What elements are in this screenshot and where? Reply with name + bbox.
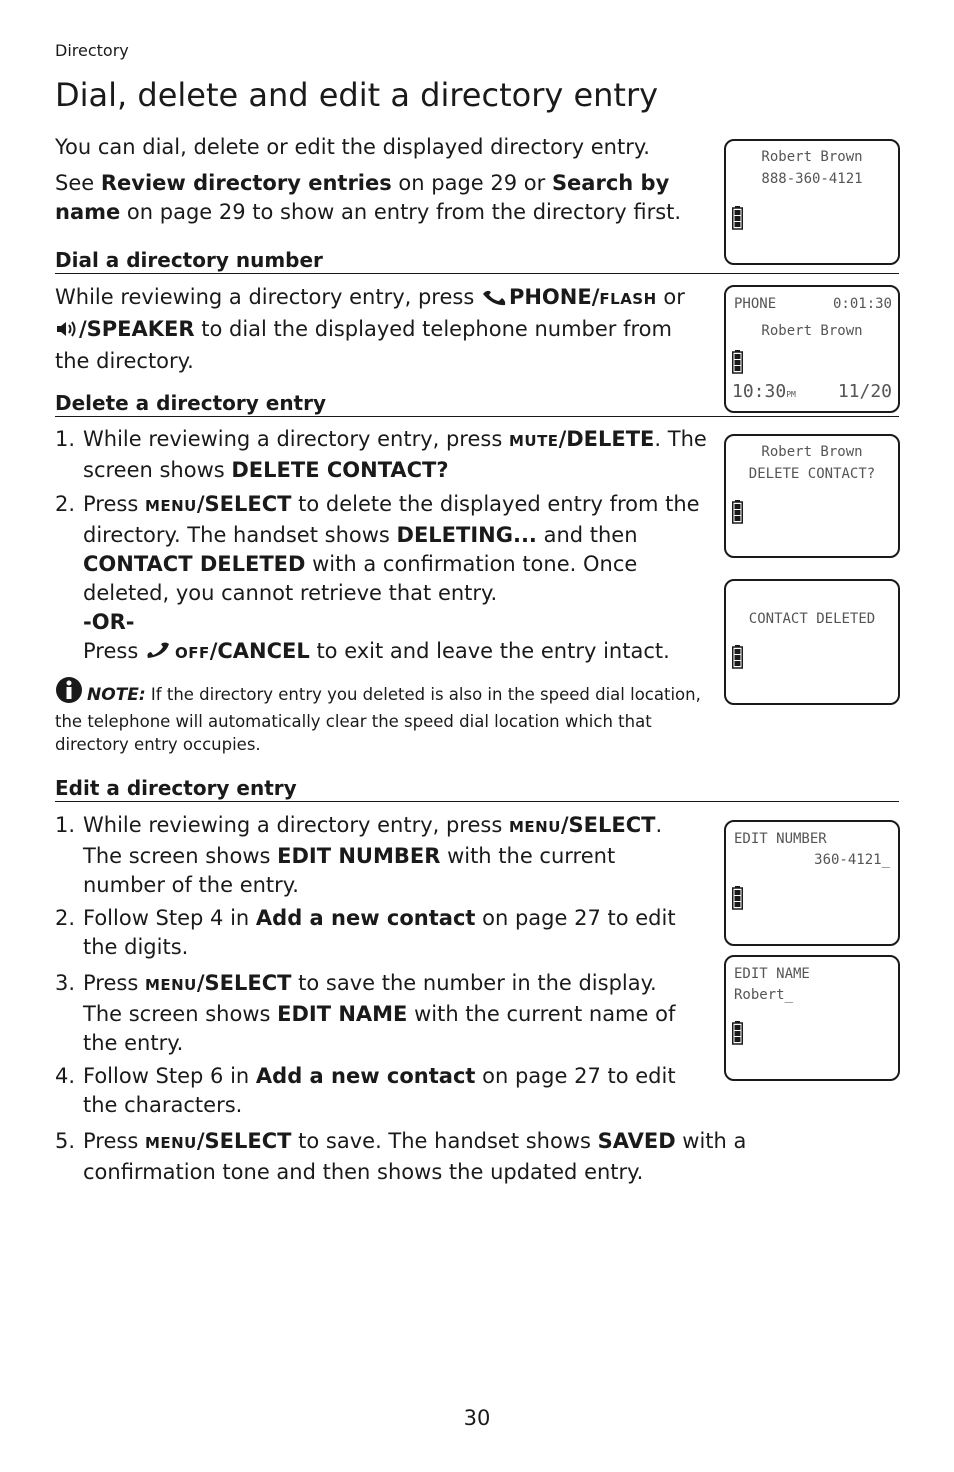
speaker-icon bbox=[55, 318, 79, 347]
intro-line: You can dial, delete or edit the displayed directory entry. bbox=[55, 135, 650, 159]
list-item: 3. Press MENU/SELECT to save the number in the display. The screen shows EDIT NAME with the current name of the entry. bbox=[55, 971, 676, 1055]
list-item: 2. Press MENU/SELECT to delete the displayed entry from the directory. The handset shows DELETING... and then CONTACT DELETED with a confirmation tone. Once deleted, you cannot retrieve that entry. -OR- Press OFF/CANCEL to exit and leave the entry intact. bbox=[55, 490, 705, 669]
off-hook-icon bbox=[145, 640, 175, 669]
lcd-line: PHONE bbox=[734, 296, 777, 312]
lcd-screen-deleted bbox=[724, 579, 900, 705]
lcd-screen-edit-name bbox=[724, 955, 900, 1081]
battery-icon bbox=[732, 645, 743, 669]
page-number: 30 bbox=[463, 1406, 491, 1430]
lcd-call-timer: 0:01:30 bbox=[832, 296, 892, 312]
running-head: Directory bbox=[55, 41, 129, 60]
list-item: 5. Press MENU/SELECT to save. The handset shows SAVED with a confirmation tone and then shows the updated entry. bbox=[55, 1129, 747, 1184]
lcd-line: 888-360-4121 bbox=[761, 171, 863, 187]
lcd-screen-entry bbox=[724, 139, 900, 265]
lcd-line: CONTACT DELETED bbox=[748, 611, 876, 627]
lcd-line: EDIT NAME bbox=[734, 966, 810, 982]
list-item: 1. While reviewing a directory entry, press MENU/SELECT. The screen shows EDIT NUMBER with the current number of the entry. bbox=[55, 813, 663, 897]
intro-paragraph: See Review directory entries on page 29 or Search by name on page 29 to show an entry from the directory first. bbox=[55, 171, 682, 224]
lcd-date: 11/20 bbox=[837, 381, 892, 402]
note: NOTE: If the directory entry you deleted is also in the speed dial location, the telephone will automatically clear the speed dial location which that directory entry occupies. bbox=[55, 676, 705, 756]
lcd-line: Robert Brown bbox=[761, 444, 863, 460]
lcd-line: DELETE CONTACT? bbox=[748, 466, 876, 482]
section-heading-delete: Delete a directory entry bbox=[55, 391, 899, 417]
page-title: Dial, delete and edit a directory entry bbox=[55, 76, 659, 114]
lcd-line: 360-4121_ bbox=[814, 852, 890, 868]
battery-icon bbox=[732, 500, 743, 524]
lcd-line: Robert_ bbox=[734, 987, 794, 1003]
section-heading-edit: Edit a directory entry bbox=[55, 776, 899, 802]
list-item: 4. Follow Step 6 in Add a new contact on page 27 to edit the characters. bbox=[55, 1064, 676, 1117]
battery-icon bbox=[732, 206, 743, 230]
info-icon bbox=[55, 676, 85, 710]
battery-icon bbox=[732, 350, 743, 374]
lcd-line: Robert Brown bbox=[761, 149, 863, 165]
lcd-screen-edit-number bbox=[724, 820, 900, 946]
battery-icon bbox=[732, 886, 743, 910]
list-item: 1. While reviewing a directory entry, press MUTE/DELETE. The screen shows DELETE CONTACT? bbox=[55, 427, 707, 482]
lcd-line: Robert Brown bbox=[761, 323, 863, 339]
section-heading-dial: Dial a directory number bbox=[55, 248, 899, 274]
phone-icon bbox=[481, 286, 509, 315]
lcd-screen-delete bbox=[724, 434, 900, 558]
dial-paragraph: While reviewing a directory entry, press PHONE/FLASH or /SPEAKER to dial the displayed telephone number from the directory. bbox=[55, 285, 685, 373]
list-item: 2. Follow Step 4 in Add a new contact on page 27 to edit the digits. bbox=[55, 906, 676, 959]
battery-icon bbox=[732, 1021, 743, 1045]
lcd-clock: 10:30PM bbox=[732, 381, 796, 402]
lcd-screen-call bbox=[724, 285, 900, 413]
lcd-line: EDIT NUMBER bbox=[734, 831, 827, 847]
